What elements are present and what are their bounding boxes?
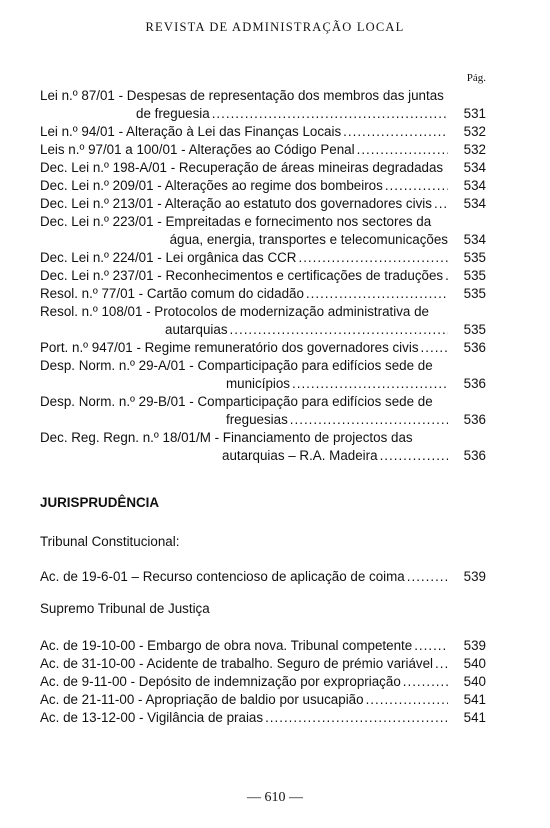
entry-line-1: Dec. Lei n.º 224/01 - Lei orgânica das CCR	[40, 250, 297, 265]
entry-page: 536	[463, 376, 486, 391]
toc-entry[interactable]	[40, 393, 486, 429]
entry-page: 534	[463, 160, 486, 175]
entry-page: 541	[463, 692, 486, 707]
toc-entry[interactable]	[40, 267, 486, 285]
entry-line-1: Lei n.º 87/01 - Despesas de representação dos membros das juntas	[40, 88, 444, 103]
page-number: — 610 —	[247, 790, 303, 805]
entry-page: 539	[463, 638, 486, 653]
toc-entry[interactable]	[40, 655, 486, 673]
section-title-jurisprudence: JURISPRUDÊNCIA	[40, 495, 160, 510]
entry-line-1: Dec. Lei n.º 209/01 - Alterações ao regime dos bombeiros	[40, 178, 383, 193]
entry-page: 539	[463, 569, 486, 584]
entry-line-2: municípios	[226, 376, 291, 391]
entry-line-1: Dec. Lei n.º 198-A/01 - Recuperação de áreas mineiras degradadas	[40, 160, 444, 175]
entry-line-1: Ac. de 21-11-00 - Apropriação de baldio por usucapião	[40, 692, 364, 707]
entry-page: 536	[463, 340, 486, 355]
entry-line-1: Dec. Lei n.º 223/01 - Empreitadas e fornecimento nos sectores da	[40, 214, 432, 229]
entry-page: 540	[463, 674, 486, 689]
toc-entry[interactable]	[40, 303, 486, 339]
toc-entry[interactable]	[40, 637, 486, 655]
entry-line-1: Resol. n.º 108/01 - Protocolos de modernização administrativa de	[40, 304, 429, 319]
toc-entry[interactable]	[40, 568, 486, 586]
entry-line-1: Resol. n.º 77/01 - Cartão comum do cidadão	[40, 286, 304, 301]
entry-line-1: Port. n.º 947/01 - Regime remuneratório dos governadores civis	[40, 340, 419, 355]
toc-entry[interactable]	[40, 691, 486, 709]
entry-page: 534	[463, 196, 486, 211]
toc-entry[interactable]	[40, 249, 486, 267]
entry-page: 532	[463, 124, 486, 139]
entry-page: 534	[463, 232, 486, 247]
entry-line-1: Dec. Lei n.º 213/01 - Alteração ao estatuto dos governadores civis	[40, 196, 432, 211]
entry-page: 541	[463, 710, 486, 725]
entry-page: 536	[463, 448, 486, 463]
legislation-list	[40, 87, 486, 465]
toc-entry[interactable]	[40, 213, 486, 249]
entry-line-2: de freguesia	[136, 106, 210, 121]
entry-page: 534	[463, 178, 486, 193]
entry-line-1: Ac. de 13-12-00 - Vigilância de praias	[40, 710, 264, 725]
entry-page: 535	[463, 268, 486, 283]
entry-line-1: Desp. Norm. n.º 29-B/01 - Comparticipação para edifícios sede de	[40, 394, 433, 409]
constitutional-court-list	[40, 568, 486, 586]
entry-page: 540	[463, 656, 486, 671]
entry-line-1: Ac. de 31-10-00 - Acidente de trabalho. Seguro de prémio variável	[40, 656, 434, 671]
entry-line-1: Dec. Reg. Regn. n.º 18/01/M - Financiamento de projectos das	[40, 430, 413, 445]
supreme-court-list	[40, 637, 486, 727]
entry-line-2: autarquias	[165, 322, 228, 337]
entry-page: 535	[463, 286, 486, 301]
toc-entry[interactable]	[40, 339, 486, 357]
toc-entry[interactable]	[40, 285, 486, 303]
entry-line-1: Ac. de 19-10-00 - Embargo de obra nova. Tribunal competente	[40, 638, 413, 653]
entry-line-1: Leis n.º 97/01 a 100/01 - Alterações ao Código Penal	[40, 142, 355, 157]
entry-line-1: Lei n.º 94/01 - Alteração à Lei das Finanças Locais	[40, 124, 342, 139]
toc-entry[interactable]	[40, 123, 486, 141]
entry-page: 535	[463, 250, 486, 265]
toc-entry[interactable]	[40, 195, 486, 213]
toc-entry[interactable]	[40, 709, 486, 727]
entry-line-1: Dec. Lei n.º 237/01 - Reconhecimentos e certificações de traduções	[40, 268, 444, 283]
toc-entry[interactable]	[40, 141, 486, 159]
entry-page: 536	[463, 412, 486, 427]
entry-line-1: Ac. de 9-11-00 - Depósito de indemnização por expropriação	[40, 674, 401, 689]
entry-line-2: autarquias – R.A. Madeira	[222, 448, 378, 463]
entry-page: 531	[463, 106, 486, 121]
entry-line-2: freguesias	[226, 412, 288, 427]
page-column-label: Pág.	[466, 72, 486, 84]
toc-entry[interactable]	[40, 357, 486, 393]
entry-page: 535	[463, 322, 486, 337]
subheading-supreme-court: Supremo Tribunal de Justiça	[40, 601, 210, 616]
toc-entry[interactable]	[40, 673, 486, 691]
toc-entry[interactable]	[40, 429, 486, 465]
entry-line-2: água, energia, transportes e telecomunicações	[169, 232, 448, 247]
subheading-constitutional-court: Tribunal Constitucional:	[40, 534, 180, 549]
running-title: REVISTA DE ADMINISTRAÇÃO LOCAL	[145, 20, 405, 34]
toc-entry[interactable]	[40, 177, 486, 195]
entry-page: 532	[463, 142, 486, 157]
toc-entry[interactable]	[40, 159, 486, 177]
toc-entry[interactable]	[40, 87, 486, 123]
entry-line-1: Ac. de 19-6-01 – Recurso contencioso de aplicação de coima	[40, 569, 405, 584]
entry-line-1: Desp. Norm. n.º 29-A/01 - Comparticipação para edifícios sede de	[40, 358, 433, 373]
